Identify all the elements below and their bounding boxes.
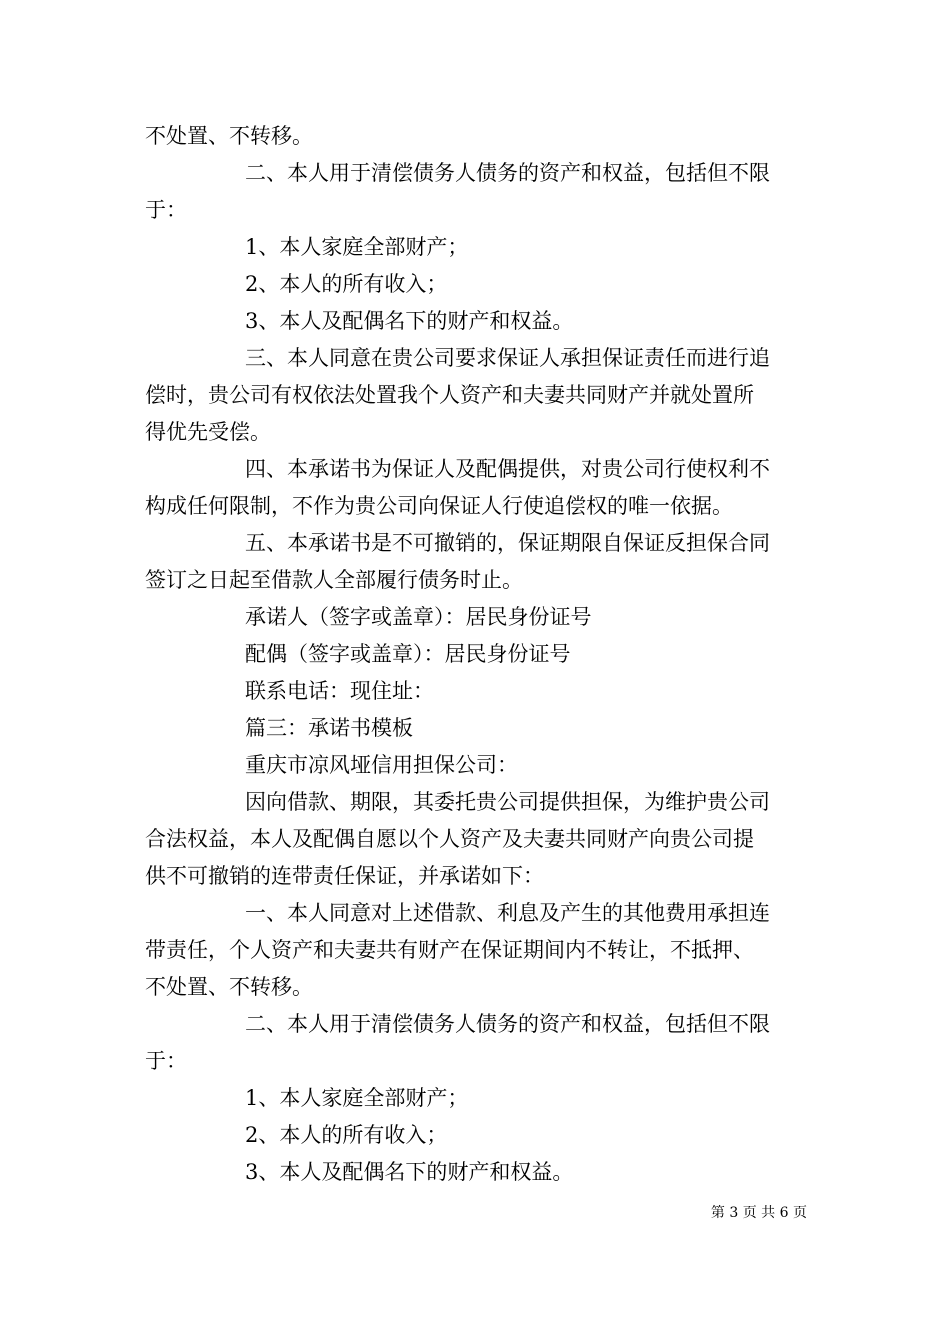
text-line: 三、本人同意在贵公司要求保证人承担保证责任而进行追 bbox=[245, 346, 770, 370]
text-line: 二、本人用于清偿债务人债务的资产和权益，包括但不限 bbox=[245, 161, 770, 185]
text-line: 四、本承诺书为保证人及配偶提供，对贵公司行使权利不 bbox=[245, 457, 770, 481]
text-line: 得优先受偿。 bbox=[145, 420, 271, 444]
text-line: 因向借款、期限，其委托贵公司提供担保，为维护贵公司 bbox=[245, 790, 770, 814]
text-line: 1、本人家庭全部财产； bbox=[245, 1086, 469, 1110]
text-line: 配偶（签字或盖章）：居民身份证号 bbox=[245, 642, 571, 666]
page-number-footer: 第 3 页 共 6 页 bbox=[710, 1205, 807, 1221]
text-line: 一、本人同意对上述借款、利息及产生的其他费用承担连 bbox=[245, 901, 770, 925]
text-line: 构成任何限制，不作为贵公司向保证人行使追偿权的唯一依据。 bbox=[145, 494, 733, 518]
text-line: 篇三：承诺书模板 bbox=[245, 716, 413, 740]
text-line: 2、本人的所有收入； bbox=[245, 272, 448, 296]
text-line: 3、本人及配偶名下的财产和权益。 bbox=[245, 309, 574, 333]
text-line: 3、本人及配偶名下的财产和权益。 bbox=[245, 1160, 574, 1184]
text-line: 不处置、不转移。 bbox=[145, 124, 313, 148]
text-line: 于： bbox=[145, 198, 187, 222]
text-line: 2、本人的所有收入； bbox=[245, 1123, 448, 1147]
text-line: 偿时，贵公司有权依法处置我个人资产和夫妻共同财产并就处置所 bbox=[145, 383, 754, 407]
text-line: 于： bbox=[145, 1049, 187, 1073]
text-line: 联系电话：现住址： bbox=[245, 679, 434, 703]
document-body bbox=[145, 118, 810, 1191]
text-line: 承诺人（签字或盖章）：居民身份证号 bbox=[245, 605, 592, 629]
text-line: 签订之日起至借款人全部履行债务时止。 bbox=[145, 568, 523, 592]
text-line: 供不可撤销的连带责任保证，并承诺如下： bbox=[145, 864, 544, 888]
text-line: 五、本承诺书是不可撤销的，保证期限自保证反担保合同 bbox=[245, 531, 770, 555]
text-line: 二、本人用于清偿债务人债务的资产和权益，包括但不限 bbox=[245, 1012, 770, 1036]
text-line: 1、本人家庭全部财产； bbox=[245, 235, 469, 259]
text-line: 重庆市凉风垭信用担保公司： bbox=[245, 753, 518, 777]
text-line: 带责任，个人资产和夫妻共有财产在保证期间内不转让，不抵押、 bbox=[145, 938, 754, 962]
text-line: 不处置、不转移。 bbox=[145, 975, 313, 999]
text-line: 合法权益，本人及配偶自愿以个人资产及夫妻共同财产向贵公司提 bbox=[145, 827, 754, 851]
